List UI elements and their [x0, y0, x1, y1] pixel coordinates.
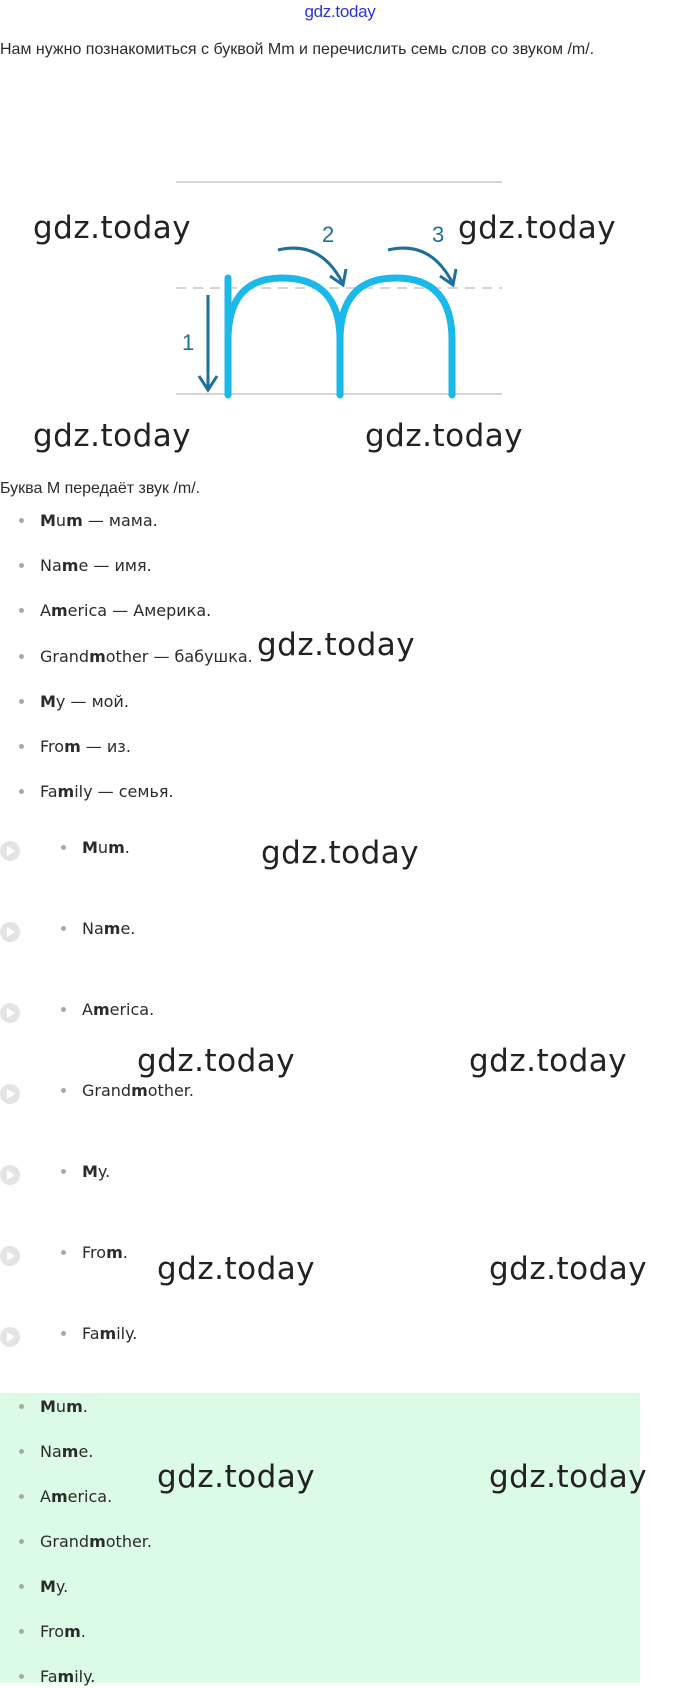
bullet [19, 563, 24, 568]
watermark: gdz.today [365, 418, 524, 454]
play-icon[interactable] [0, 1246, 20, 1266]
watermark: gdz.today [489, 1459, 648, 1495]
watermark: gdz.today [33, 210, 192, 246]
watermark: gdz.today [458, 210, 617, 246]
answer-box: Mum. Name. America. Grandmother. My. From. Family. [0, 1393, 640, 1683]
watermark: gdz.today [137, 1043, 296, 1079]
play-icon[interactable] [0, 1327, 20, 1347]
bullet [19, 699, 24, 704]
play-icon[interactable] [0, 1165, 20, 1185]
stroke-label-2: 2 [322, 222, 335, 247]
bullet [61, 1331, 66, 1336]
bullet [19, 789, 24, 794]
bullet [19, 1539, 24, 1544]
watermark: gdz.today [157, 1459, 316, 1495]
letter-m-shape [228, 278, 452, 395]
bullet [19, 1584, 24, 1589]
watermark: gdz.today [157, 1251, 316, 1287]
bullet [61, 1169, 66, 1174]
play-icon[interactable] [0, 1084, 20, 1104]
stroke-label-3: 3 [432, 222, 445, 247]
play-icon[interactable] [0, 922, 20, 942]
bullet [61, 1007, 66, 1012]
watermark: gdz.today [257, 627, 416, 663]
site-link[interactable]: gdz.today [304, 2, 376, 21]
watermark: gdz.today [33, 418, 192, 454]
stroke-label-1: 1 [182, 330, 195, 355]
bullet [61, 1088, 66, 1093]
play-icon[interactable] [0, 841, 20, 861]
bullet [19, 1494, 24, 1499]
bullet [61, 845, 66, 850]
bullet [19, 1449, 24, 1454]
bullet [19, 1629, 24, 1634]
bullet [61, 926, 66, 931]
bullet [19, 608, 24, 613]
watermark: gdz.today [261, 835, 420, 871]
bullet [19, 518, 24, 523]
bullet [19, 1404, 24, 1409]
task-intro: Нам нужно познакомиться с буквой Mm и перечислить семь слов со звуком /m/. [0, 41, 595, 58]
bullet [19, 654, 24, 659]
sound-sentence: Буква M передаёт звук /m/. [0, 480, 201, 497]
watermark: gdz.today [489, 1251, 648, 1287]
bullet [19, 744, 24, 749]
watermark: gdz.today [469, 1043, 628, 1079]
bullet [19, 1674, 24, 1679]
bullet [61, 1250, 66, 1255]
letter-m-tracing-figure [170, 170, 510, 410]
play-icon[interactable] [0, 1003, 20, 1023]
